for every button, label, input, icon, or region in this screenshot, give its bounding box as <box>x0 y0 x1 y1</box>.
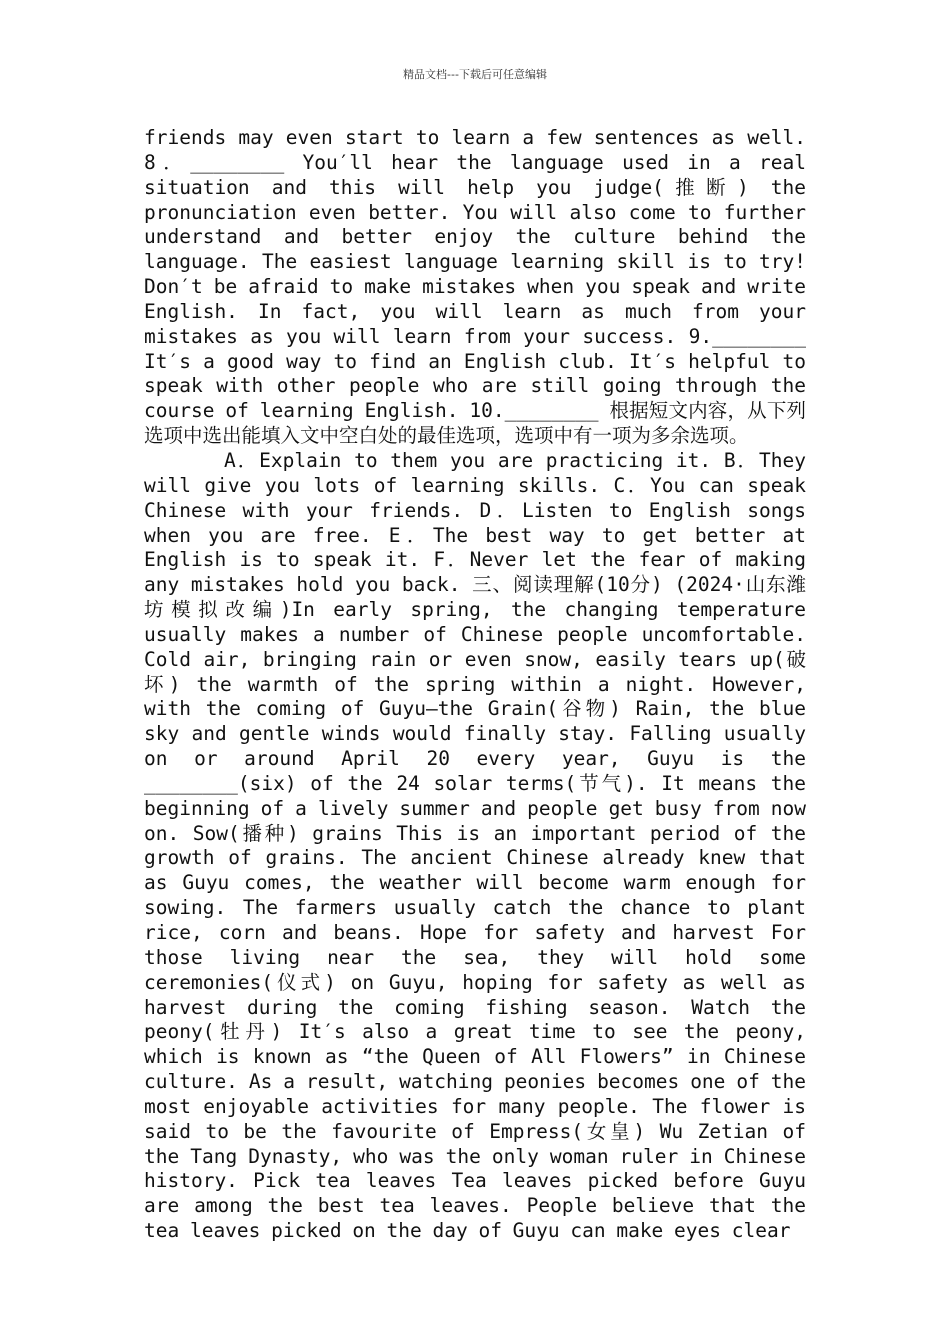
document-body <box>144 126 806 1244</box>
page-header: 精品文档---下载后可任意编辑 <box>403 68 547 81</box>
paragraph-2: A．Explain to them you are practicing it. B．They will give you lots of learning skills. C．You can speak Chinese with your friends. D．Listen to English songs when you are free. E．The best way to get better at English is to speak it. F．Never let the fear of making any mistakes hold you back. 三、阅读理解(10分) (2024·山东潍坊模拟改编)In early spring, the changing temperature usually makes a number of Chinese people uncomfortable. Cold air, bringing rain or even snow, easily tears up(破坏) the warmth of the spring within a night. However, with the coming of Guyu—the Grain(谷物) Rain, the blue sky and gentle winds would finally stay. Falling usually on or around April 20 every year, Guyu is the ________(six) of the 24 solar terms(节气). It means the beginning of a lively summer and people get busy from now on. Sow(播种) grains This is an important period of the growth of grains. The ancient Chinese already knew that as Guyu comes, the weather will become warm enough for sowing. The farmers usually catch the chance to plant rice, corn and beans. Hope for safety and harvest For those living near the sea, they will hold some ceremonies(仪式) on Guyu, hoping for safety as well as harvest during the coming fishing season. Watch the peony(牡丹) It′s also a great time to see the peony, which is known as “the Queen of All Flowers” in Chinese culture. As a result, watching peonies becomes one of the most enjoyable activities for many people. The flower is said to be the favourite of Empress(女皇) Wu Zetian of the Tang Dynasty, who was the only woman ruler in Chinese history. Pick tea leaves Tea leaves picked before Guyu are among the best tea leaves. People believe that the tea leaves picked on the day of Guyu can make eyes clear <box>144 448 806 1243</box>
paragraph-1: friends may even start to learn a few sentences as well. 8．________ You′ll hear the language used in a real situation and this will help you judge(推断) the pronunciation even better. You will also come to further understand and better enjoy the culture behind the language. The easiest language learning skill is to try! Don′t be afraid to make mistakes when you speak and write English. In fact, you will learn as much from your mistakes as you will learn from your success. 9.________ It′s a good way to find an English club. It′s helpful to speak with other people who are still going through the course of learning English. 10.________ 根据短文内容，从下列选项中选出能填入文中空白处的最佳选项，选项中有一项为多余选项。 <box>144 126 806 448</box>
